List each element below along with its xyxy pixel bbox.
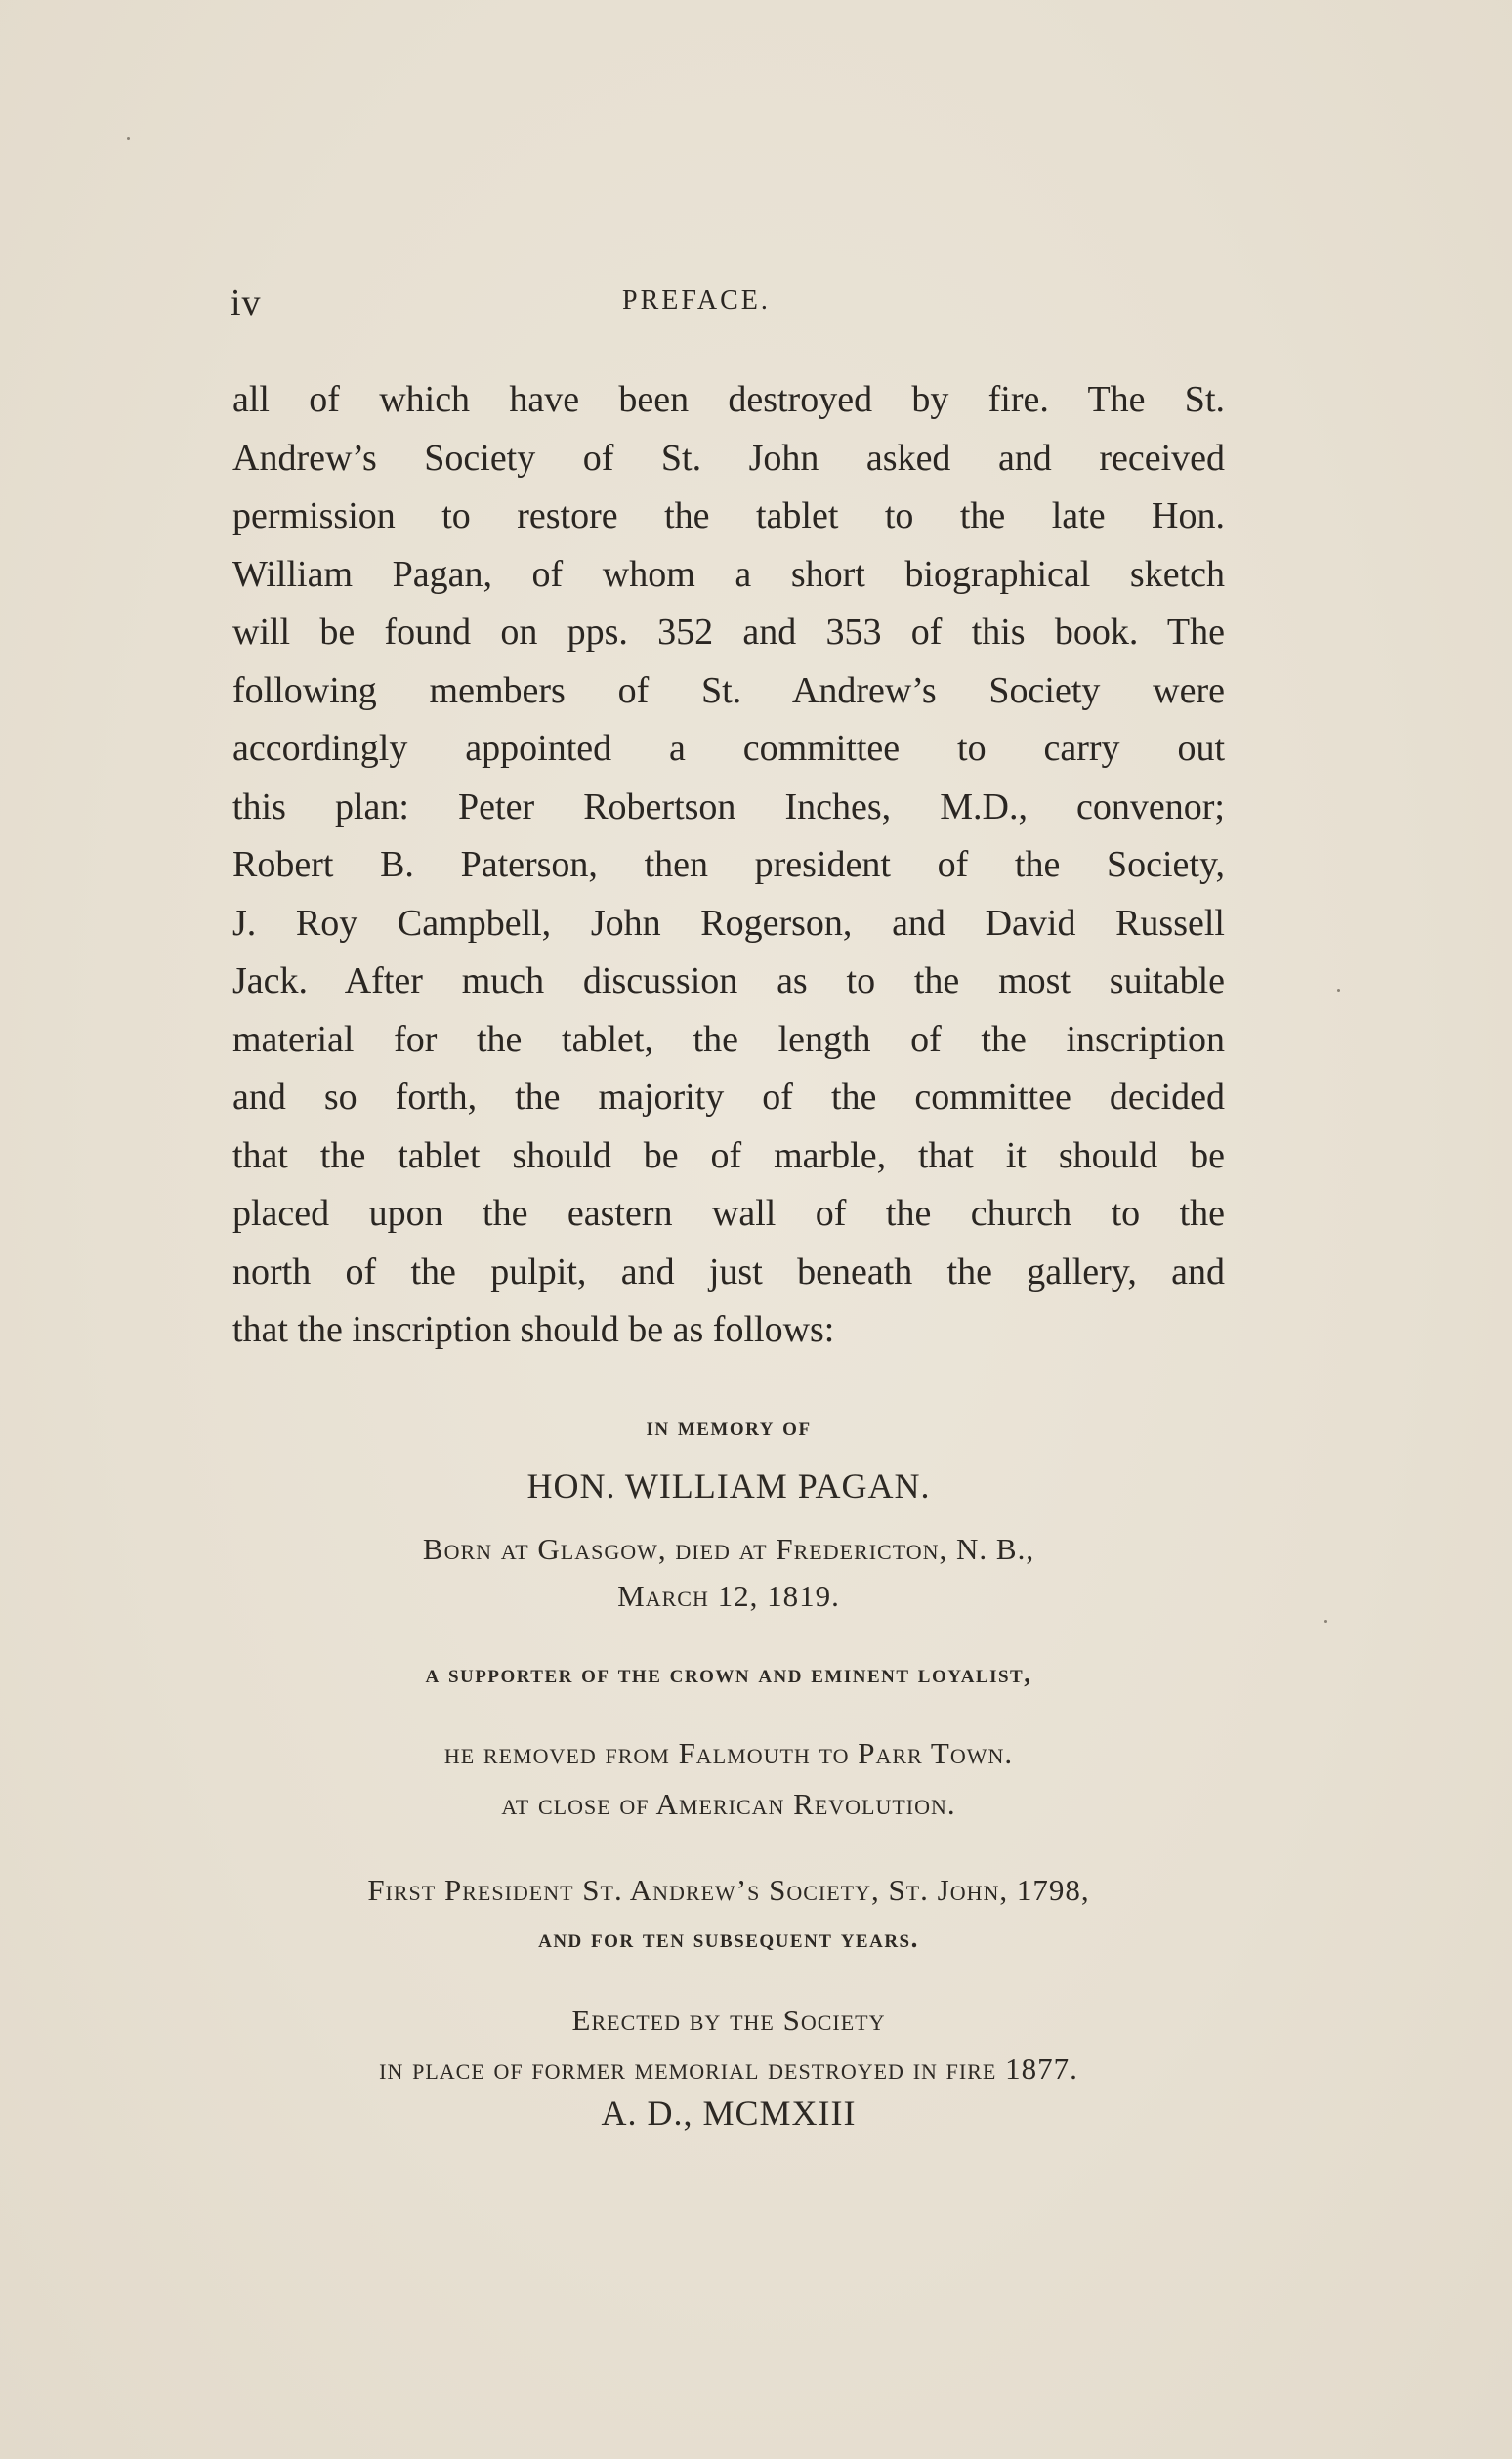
inscription-in-memory-of: in memory of (646, 1412, 812, 1441)
paper-speck (1324, 1620, 1327, 1623)
body-line: placed upon the eastern wall of the church to the (232, 1193, 1225, 1234)
inscription-year: A. D., MCMXIII (601, 2094, 857, 2133)
body-line: permission to restore the tablet to the late Hon. (232, 495, 1225, 536)
inscription-removed: he removed from Falmouth to Parr Town. (443, 1736, 1014, 1770)
body-line: this plan: Peter Robertson Inches, M.D., convenor; (232, 785, 1225, 827)
inscription-name: HON. WILLIAM PAGAN. (526, 1466, 931, 1505)
paper-speck (1337, 989, 1340, 992)
inscription-born: Born at Glasgow, died at Fredericton, N. B., (422, 1532, 1035, 1566)
body-line: and so forth, the majority of the committee decided (232, 1077, 1225, 1118)
body-line: Andrew’s Society of St. John asked and received (232, 437, 1225, 479)
body-line: accordingly appointed a committee to carry out (232, 728, 1225, 769)
paper-speck (127, 137, 130, 140)
body-line: all of which have been destroyed by fire. The St. (232, 379, 1225, 420)
memorial-inscription (231, 1412, 1227, 2134)
inscription-years: and for ten subsequent years. (538, 1924, 919, 1953)
inscription-revolution: at close of American Revolution. (501, 1787, 956, 1821)
body-line: Jack. After much discussion as to the most suitable (232, 960, 1225, 1001)
body-line: north of the pulpit, and just beneath the gallery, and (232, 1251, 1225, 1293)
body-line: Robert B. Paterson, then president of the Society, (232, 844, 1225, 885)
inscription-supporter: a supporter of the crown and eminent loyalist, (425, 1659, 1032, 1688)
body-line: that the tablet should be of marble, that it should be (232, 1134, 1225, 1176)
body-line: that the inscription should be as follows: (232, 1309, 835, 1350)
inscription-date: March 12, 1819. (617, 1579, 840, 1613)
running-title: PREFACE. (622, 285, 771, 316)
body-line: J. Roy Campbell, John Rogerson, and David Russell (232, 902, 1225, 944)
body-line: William Pagan, of whom a short biographical sketch (232, 553, 1225, 595)
inscription-erected: Erected by the Society (571, 2003, 886, 2037)
preface-paragraph (232, 371, 1225, 1360)
inscription-president: First President St. Andrew’s Society, St. John, 1798, (367, 1873, 1090, 1907)
inscription-place: in place of former memorial destroyed in fire 1877. (379, 2052, 1078, 2086)
body-line: will be found on pps. 352 and 353 of this book. The (232, 612, 1225, 653)
page-number: iv (231, 282, 262, 323)
running-head (231, 281, 1225, 330)
body-line: material for the tablet, the length of the inscription (232, 1018, 1225, 1060)
body-line: following members of St. Andrew’s Society were (232, 669, 1225, 711)
